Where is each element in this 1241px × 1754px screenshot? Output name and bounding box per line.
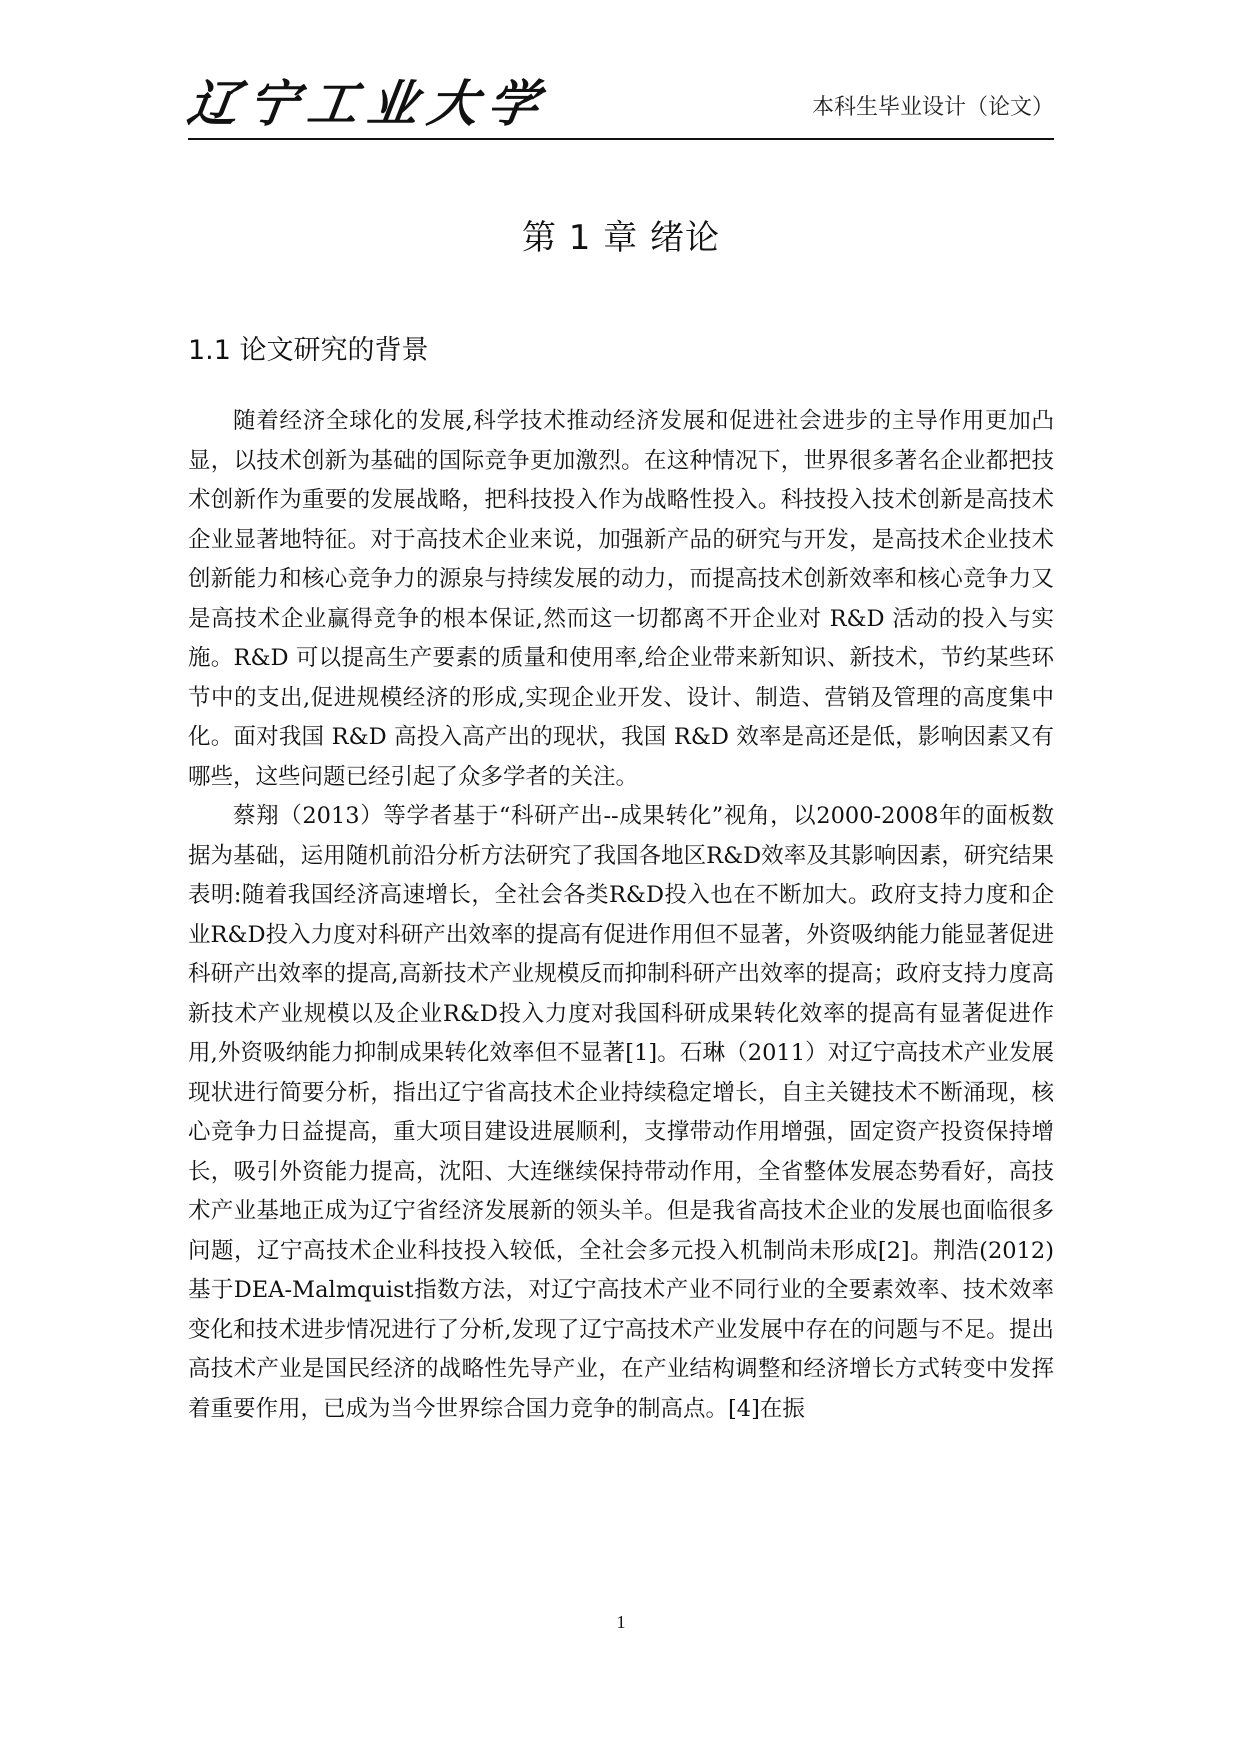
- university-logo: 辽宁工业大学: [183, 74, 553, 133]
- header-divider: [188, 138, 1054, 140]
- body-text: [188, 402, 1054, 1429]
- page-header: [183, 70, 1054, 138]
- document-type-label: 本科生毕业设计（论文）: [811, 95, 1054, 120]
- section-title: 1.1 论文研究的背景: [188, 335, 429, 366]
- page-number: 1: [616, 1612, 626, 1632]
- paragraph: 蔡翔（2013）等学者基于“科研产出--成果转化”视角，以2000-2008年的面板数据为基础，运用随机前沿分析方法研究了我国各地区R&D效率及其影响因素，研究结果表明:随着我国经济高速增长，全社会各类R&D投入也在不断加大。政府支持力度和企业R&D投入力度对科研产出效率的提高有促进作用但不显著，外资吸纳能力能显著促进科研产出效率的提高,高新技术产业规模反而抑制科研产出效率的提高；政府支持力度高新技术产业规模以及企业R&D投入力度对我国科研成果转化效率的提高有显著促进作用,外资吸纳能力抑制成果转化效率但不显著[1]。石琳（2011）对辽宁高技术产业发展现状进行简要分析，指出辽宁省高技术企业持续稳定增长，自主关键技术不断涌现，核心竞争力日益提高，重大项目建设进展顺利，支撑带动作用增强，固定资产投资保持增长，吸引外资能力提高，沈阳、大连继续保持带动作用，全省整体发展态势看好，高技术产业基地正成为辽宁省经济发展新的领头羊。但是我省高技术企业的发展也面临很多问题，辽宁高技术企业科技投入较低，全社会多元投入机制尚未形成[2]。荆浩(2012)基于DEA-Malmquist指数方法，对辽宁高技术产业不同行业的全要素效率、技术效率变化和技术进步情况进行了分析,发现了辽宁高技术产业发展中存在的问题与不足。提出高技术产业是国民经济的战略性先导产业，在产业结构调整和经济增长方式转变中发挥着重要作用，已成为当今世界综合国力竞争的制高点。[4]在振: [188, 803, 1054, 1422]
- chapter-title: 第 1 章 绪论: [521, 218, 721, 258]
- paragraph: 随着经济全球化的发展,科学技术推动经济发展和促进社会进步的主导作用更加凸显，以技术创新为基础的国际竞争更加激烈。在这种情况下，世界很多著名企业都把技术创新作为重要的发展战略，把科技投入作为战略性投入。科技投入技术创新是高技术企业显著地特征。对于高技术企业来说，加强新产品的研究与开发，是高技术企业技术创新能力和核心竞争力的源泉与持续发展的动力，而提高技术创新效率和核心竞争力又是高技术企业赢得竞争的根本保证,然而这一切都离不开企业对 R&D 活动的投入与实施。R&D 可以提高生产要素的质量和使用率,给企业带来新知识、新技术，节约某些环节中的支出,促进规模经济的形成,实现企业开发、设计、制造、营销及管理的高度集中化。面对我国 R&D 高投入高产出的现状，我国 R&D 效率是高还是低，影响因素又有哪些，这些问题已经引起了众多学者的关注。: [188, 408, 1054, 790]
